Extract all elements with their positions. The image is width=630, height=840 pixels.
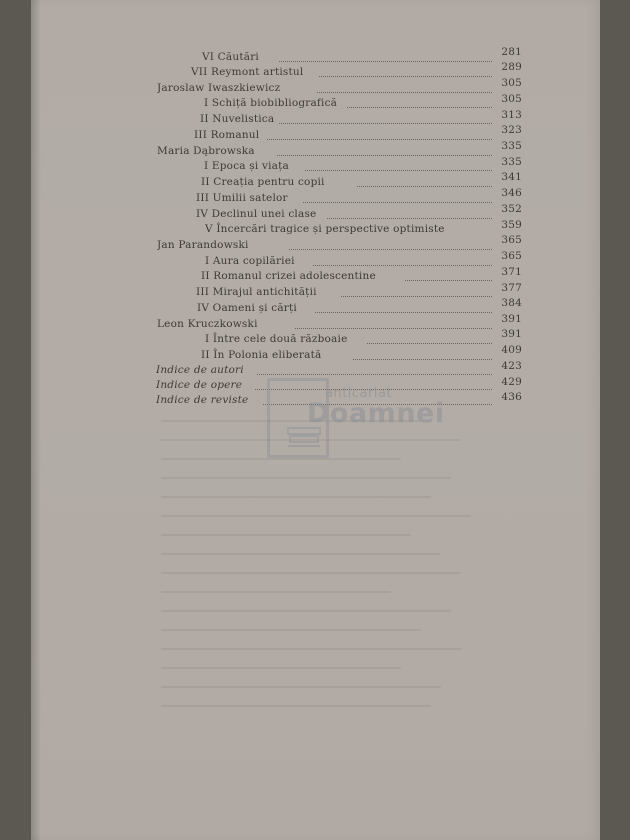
toc-page-number: 341: [501, 171, 522, 183]
toc-entry-label: IV Oameni și cărți: [197, 302, 297, 314]
toc-entry-label: Jan Parandowski: [157, 239, 249, 251]
toc-page-number: 365: [501, 250, 522, 262]
toc-page-number: 377: [501, 282, 522, 294]
toc-page-number: 289: [501, 61, 522, 73]
toc-page-number: 346: [501, 187, 522, 199]
toc-page-number: 391: [501, 313, 522, 325]
show-through-text: [161, 420, 481, 760]
toc-entry-label: Maria Dąbrowska: [157, 145, 255, 157]
toc-entry-label: II În Polonia eliberată: [201, 349, 322, 361]
watermark: [267, 378, 445, 462]
toc-page-number: 335: [501, 140, 522, 152]
table-of-contents: [31, 0, 600, 420]
toc-entry-label: I Aura copilăriei: [205, 255, 295, 267]
toc-page-number: 409: [501, 344, 522, 356]
toc-page-number: 359: [501, 219, 522, 231]
toc-entry-label: Indice de reviste: [156, 394, 249, 406]
toc-entry-label: Indice de autori: [156, 364, 244, 376]
toc-page-number: 305: [501, 93, 522, 105]
toc-page-number: 365: [501, 234, 522, 246]
toc-page-number: 281: [501, 46, 522, 58]
toc-page-number: 429: [501, 376, 522, 388]
toc-entry-label: VI Căutări: [202, 51, 259, 63]
toc-entry-label: Indice de opere: [156, 379, 243, 391]
toc-page-number: 391: [501, 328, 522, 340]
toc-entry-label: VII Reymont artistul: [191, 66, 304, 78]
toc-entry-label: Leon Kruczkowski: [157, 318, 258, 330]
toc-page-number: 323: [501, 124, 522, 136]
toc-page-number: 436: [501, 391, 522, 403]
toc-page-number: 305: [501, 77, 522, 89]
toc-entry-label: I Între cele două războaie: [205, 333, 348, 345]
toc-page-number: 335: [501, 156, 522, 168]
toc-entry-label: II Creația pentru copii: [201, 176, 325, 188]
toc-entry-label: II Nuvelistica: [200, 113, 275, 125]
toc-page-number: 313: [501, 109, 522, 121]
toc-entry-label: I Schiță biobibliografică: [204, 97, 338, 109]
watermark-top-text: anticariat: [325, 386, 393, 401]
toc-entry-label: III Romanul: [194, 129, 260, 141]
toc-page-number: 352: [501, 203, 522, 215]
toc-entry-label: V Încercări tragice și perspective optimiste: [205, 223, 445, 235]
toc-entry-label: III Mirajul antichității: [196, 286, 317, 298]
toc-entry-label: III Umilii satelor: [196, 192, 288, 204]
watermark-main-text: Doamnei: [307, 398, 445, 429]
toc-page-number: 384: [501, 297, 522, 309]
book-icon: [287, 426, 321, 448]
toc-entry-label: I Epoca și viața: [204, 160, 289, 172]
toc-entry-label: Jaroslaw Iwaszkiewicz: [157, 82, 281, 94]
toc-entry-label: II Romanul crizei adolescentine: [201, 270, 376, 282]
book-page: [31, 0, 600, 840]
toc-page-number: 371: [501, 266, 522, 278]
toc-entry: [205, 221, 445, 237]
toc-page-number: 423: [501, 360, 522, 372]
toc-entry-label: IV Declinul unei clase: [196, 208, 317, 220]
